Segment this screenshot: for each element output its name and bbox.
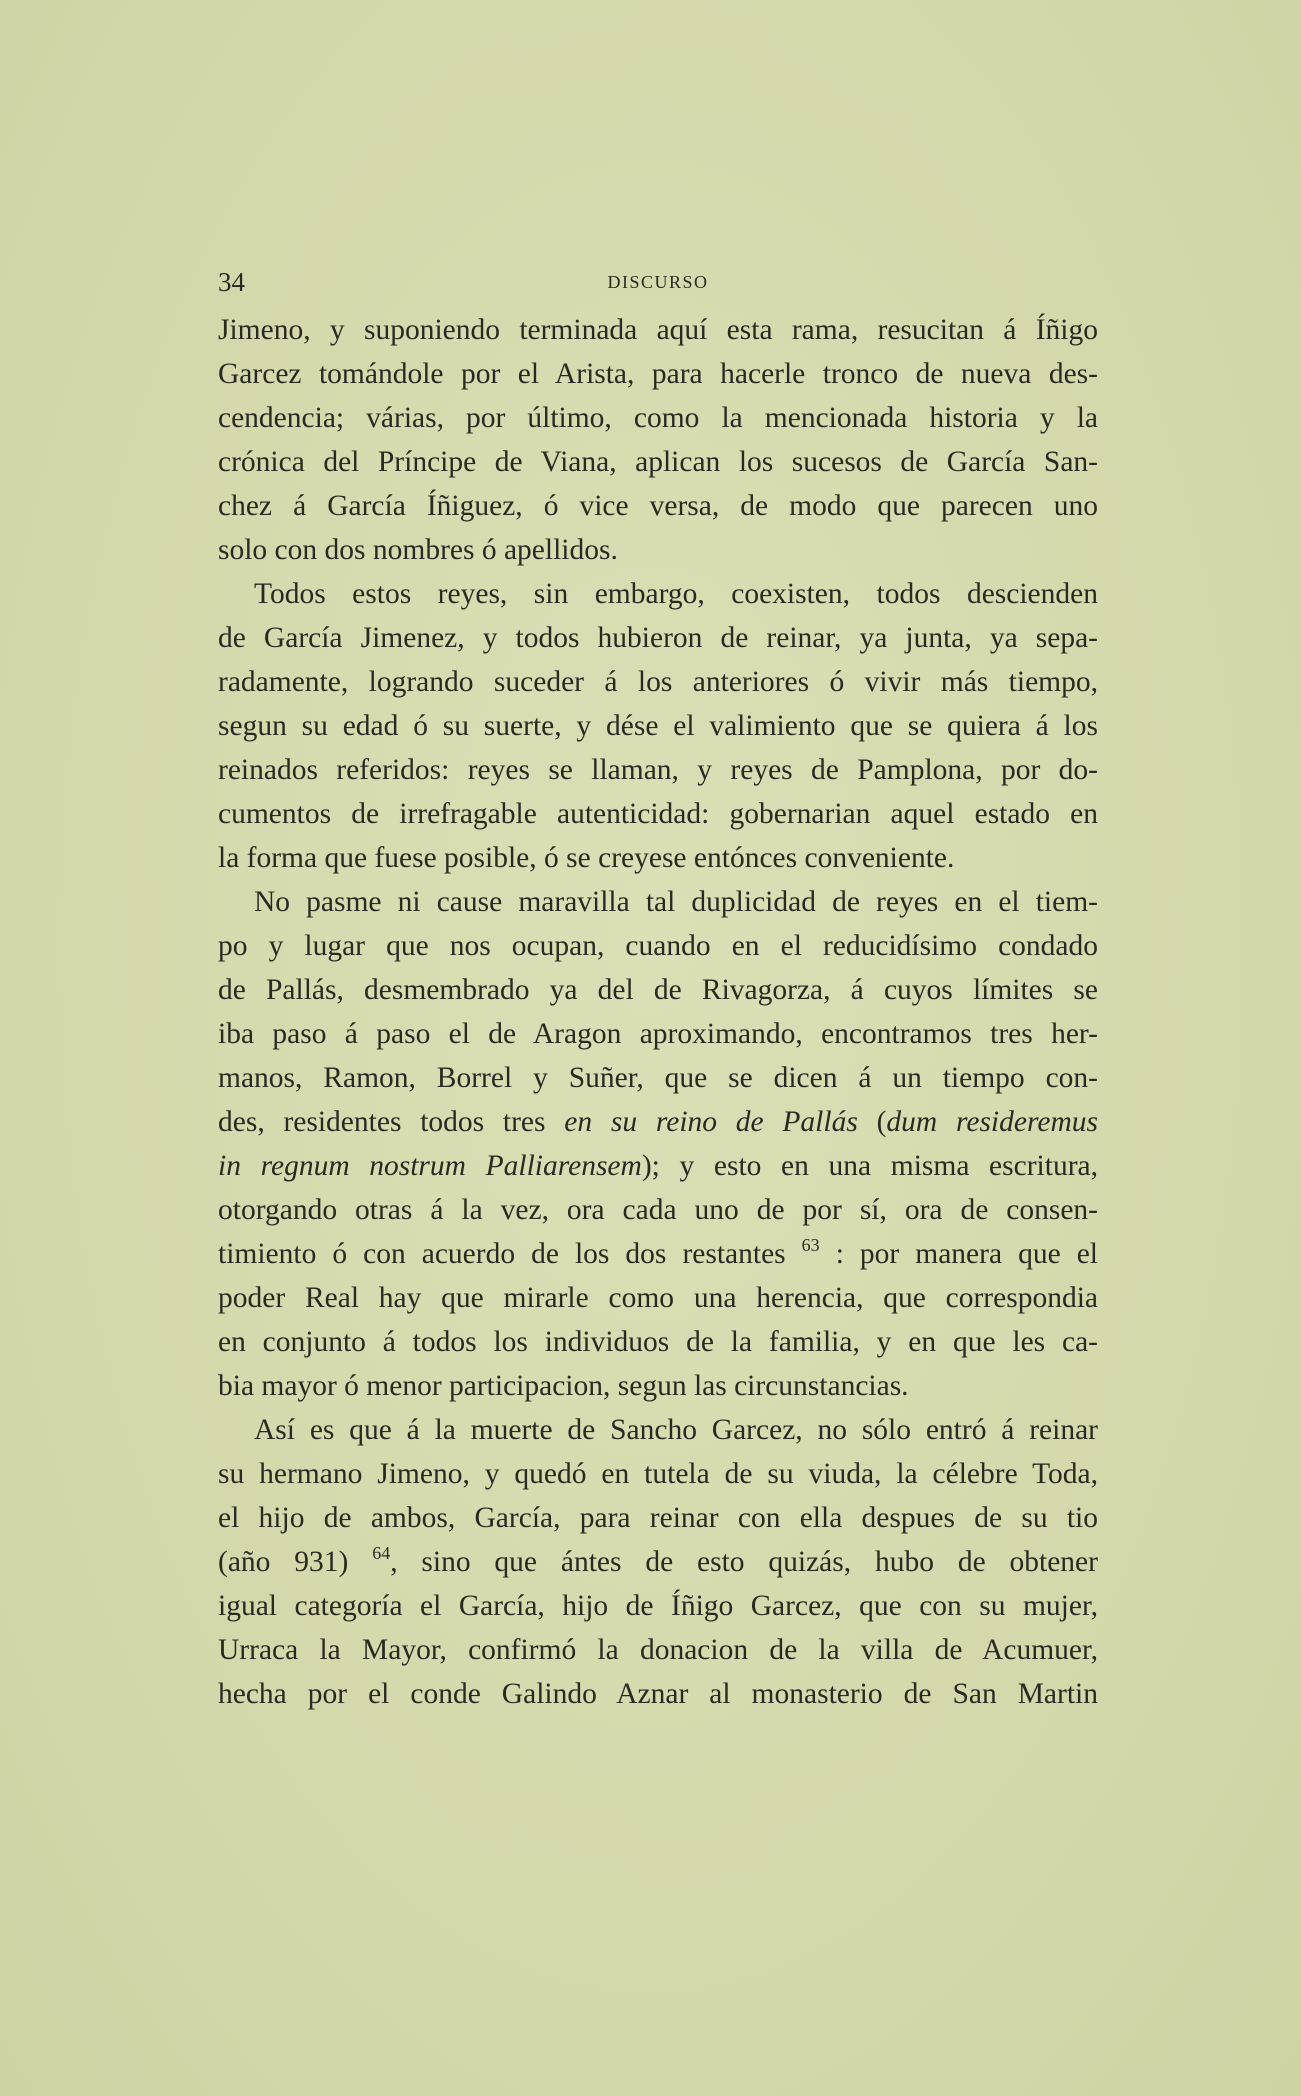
text-line: bia mayor ó menor participacion, segun las circunstancias. xyxy=(218,1370,909,1402)
text-segment: (año 931) xyxy=(218,1546,373,1578)
footnote-ref: 63 xyxy=(801,1235,820,1255)
text-line xyxy=(218,1100,1098,1144)
text-line: segun su edad ó su suerte, y dése el valimiento que se quiera á los xyxy=(218,710,1098,742)
text-line: No pasme ni cause maravilla tal duplicidad de reyes en el tiem- xyxy=(254,886,1098,918)
text-line: manos, Ramon, Borrel y Suñer, que se dicen á un tiempo con- xyxy=(218,1062,1098,1094)
text-line: solo con dos nombres ó apellidos. xyxy=(218,534,618,566)
text-line: cumentos de irrefragable autenticidad: gobernarian aquel estado en xyxy=(218,798,1098,830)
text-line xyxy=(218,1232,1098,1276)
text-segment: des, residentes todos tres xyxy=(218,1106,565,1138)
text-line: de Pallás, desmembrado ya del de Rivagorza, á cuyos límites se xyxy=(218,974,1098,1006)
text-line: Así es que á la muerte de Sancho Garcez, no sólo entró á reinar xyxy=(254,1414,1098,1446)
body-text xyxy=(218,308,1098,1716)
text-line: po y lugar que nos ocupan, cuando en el reducidísimo condado xyxy=(218,930,1098,962)
text-line: hecha por el conde Galindo Aznar al monasterio de San Martin xyxy=(218,1678,1098,1710)
text-line: Urraca la Mayor, confirmó la donacion de la villa de Acumuer, xyxy=(218,1634,1098,1666)
text-line: cendencia; várias, por último, como la mencionada historia y la xyxy=(218,402,1098,434)
text-line xyxy=(218,1540,1098,1584)
text-line: iba paso á paso el de Aragon aproximando, encontramos tres her- xyxy=(218,1018,1098,1050)
text-line: crónica del Príncipe de Viana, aplican los sucesos de García San- xyxy=(218,446,1098,478)
text-line: radamente, logrando suceder á los anteriores ó vivir más tiempo, xyxy=(218,666,1098,698)
text-segment: , sino que ántes de esto quizás, hubo de obtener xyxy=(390,1546,1098,1578)
italic-segment: en su reino de Pallás xyxy=(564,1106,858,1138)
text-line: igual categoría el García, hijo de Íñigo Garcez, que con su mujer, xyxy=(218,1590,1098,1622)
running-head: DISCURSO xyxy=(607,272,709,292)
text-line: en conjunto á todos los individuos de la familia, y en que les ca- xyxy=(218,1326,1098,1358)
text-line: su hermano Jimeno, y quedó en tutela de su viuda, la célebre Toda, xyxy=(218,1458,1098,1490)
page-header xyxy=(218,262,1098,302)
text-line xyxy=(218,1144,1098,1188)
italic-segment: dum resideremus xyxy=(886,1106,1098,1138)
text-segment: ( xyxy=(857,1106,887,1138)
text-segment: ); y esto en una misma escritura, xyxy=(641,1150,1098,1182)
text-segment: timiento ó con acuerdo de los dos restantes xyxy=(218,1238,802,1270)
italic-segment: in regnum nostrum Palliarensem xyxy=(218,1150,642,1182)
text-line: de García Jimenez, y todos hubieron de reinar, ya junta, ya sepa- xyxy=(218,622,1098,654)
text-line: poder Real hay que mirarle como una herencia, que correspondia xyxy=(218,1282,1098,1314)
text-line: el hijo de ambos, García, para reinar con ella despues de su tio xyxy=(218,1502,1098,1534)
text-line: Jimeno, y suponiendo terminada aquí esta rama, resucitan á Íñigo xyxy=(218,314,1098,346)
page-number: 34 xyxy=(218,267,245,297)
text-line: Todos estos reyes, sin embargo, coexisten, todos descienden xyxy=(254,578,1098,610)
text-line: chez á García Íñiguez, ó vice versa, de modo que parecen uno xyxy=(218,490,1098,522)
text-line: reinados referidos: reyes se llaman, y reyes de Pamplona, por do- xyxy=(218,754,1098,786)
text-line: otorgando otras á la vez, ora cada uno de por sí, ora de consen- xyxy=(218,1194,1098,1226)
text-line: Garcez tomándole por el Arista, para hacerle tronco de nueva des- xyxy=(218,358,1098,390)
footnote-ref: 64 xyxy=(372,1543,391,1563)
text-line: la forma que fuese posible, ó se creyese entónces conveniente. xyxy=(218,842,955,874)
text-segment: : por manera que el xyxy=(819,1238,1098,1270)
